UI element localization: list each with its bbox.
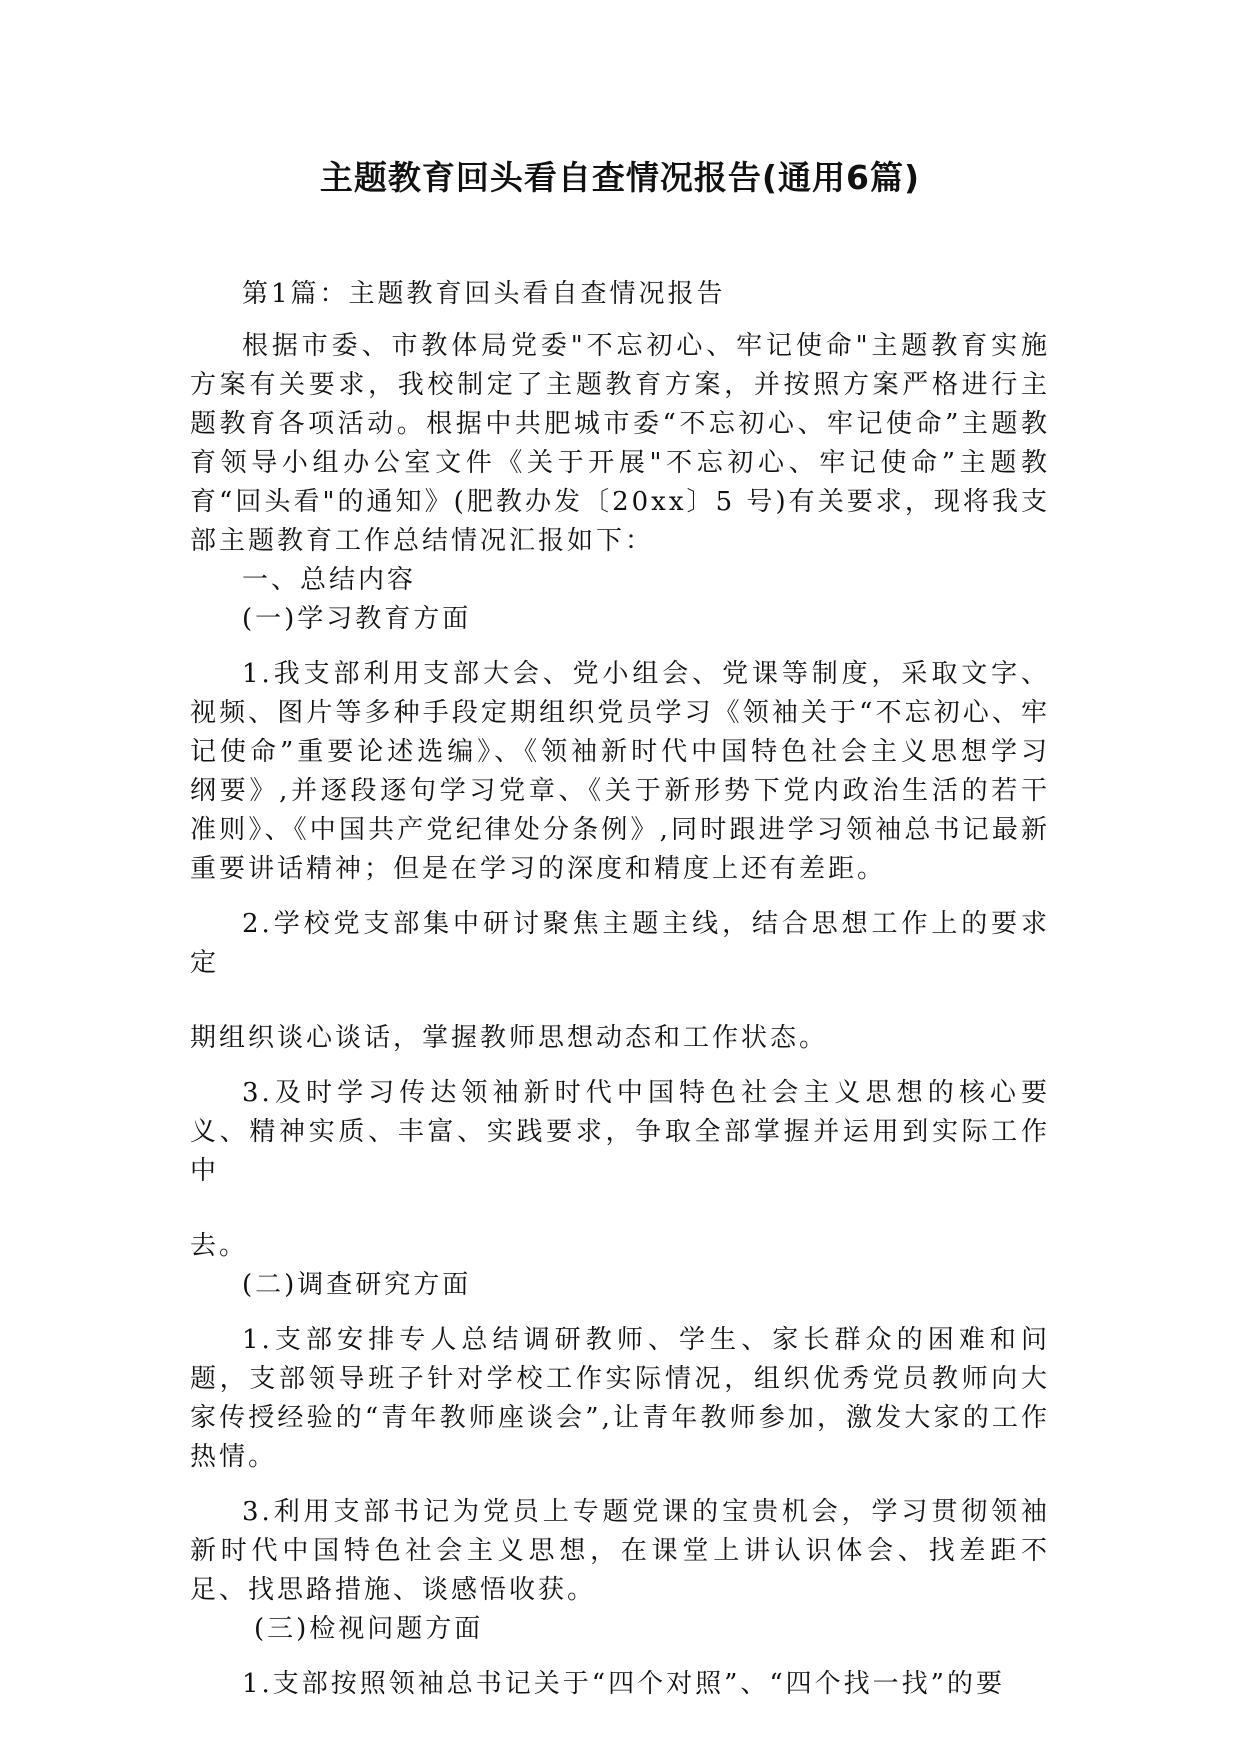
paragraph-study-item-3-lines: 3.及时学习传达领袖新时代中国特色社会主义思想的核心要义、精神实质、丰富、实践要求，争取全部掌握并运用到实际工作中: [190, 1078, 1050, 1186]
subheading-investigation: (二)调查研究方面: [242, 1270, 472, 1300]
paragraph-study-item-2-line1: 2.学校党支部集中研讨聚焦主题主线，结合思想工作上的要求定: [190, 909, 1050, 978]
paragraph-investigation-item-3: 3.利用支部书记为党员上专题党课的宝贵机会，学习贯彻领袖新时代中国特色社会主义思想，在课堂上讲认识体会、找差距不足、找思路措施、谈感悟收获。: [190, 1497, 1050, 1605]
paragraph-problem-item-1: 1.支部按照领袖总书记关于“四个对照”、“四个找一找”的要: [242, 1669, 1005, 1699]
section-heading: 第1篇：主题教育回头看自查情况报告: [242, 279, 726, 309]
paragraph-study-item-3-tail: 去。: [190, 1231, 249, 1261]
paragraph-study-item-2-line2: 期组织谈心谈话，掌握教师思想动态和工作状态。: [190, 1023, 829, 1053]
paragraph-investigation-item-1: 1.支部安排专人总结调研教师、学生、家长群众的困难和问题，支部领导班子针对学校工作实际情况，组织优秀党员教师向大家传授经验的“青年教师座谈会”,让青年教师参加，激发大家的工作热情。: [190, 1325, 1050, 1472]
document-title: 主题教育回头看自查情况报告(通用6篇): [319, 158, 921, 197]
heading-summary-content: 一、总结内容: [242, 565, 417, 595]
intro-paragraph: 根据市委、市教体局党委"不忘初心、牢记使命"主题教育实施方案有关要求，我校制定了主题教育方案，并按照方案严格进行主题教育各项活动。根据中共肥城市委“不忘初心、牢记使命”主题教育领导小组办公室文件《关于开展"不忘初心、牢记使命”主题教育“回头看"的通知》(肥教办发〔20xx〕5 号)有关要求，现将我支部主题教育工作总结情况汇报如下：: [190, 331, 1050, 556]
subheading-study-education: (一)学习教育方面: [242, 604, 472, 634]
subheading-problem-review: (三)检视问题方面: [254, 1614, 484, 1644]
document-body: [190, 275, 1050, 1704]
paragraph-study-item-1: 1.我支部利用支部大会、党小组会、党课等制度，采取文字、视频、图片等多种手段定期组织党员学习《领袖关于“不忘初心、牢记使命”重要论述选编》、《领袖新时代中国特色社会主义思想学习纲要》,并逐段逐句学习党章、《关于新形势下党内政治生活的若干准则》、《中国共产党纪律处分条例》,同时跟进学习领袖总书记最新重要讲话精神；但是在学习的深度和精度上还有差距。: [190, 659, 1050, 884]
